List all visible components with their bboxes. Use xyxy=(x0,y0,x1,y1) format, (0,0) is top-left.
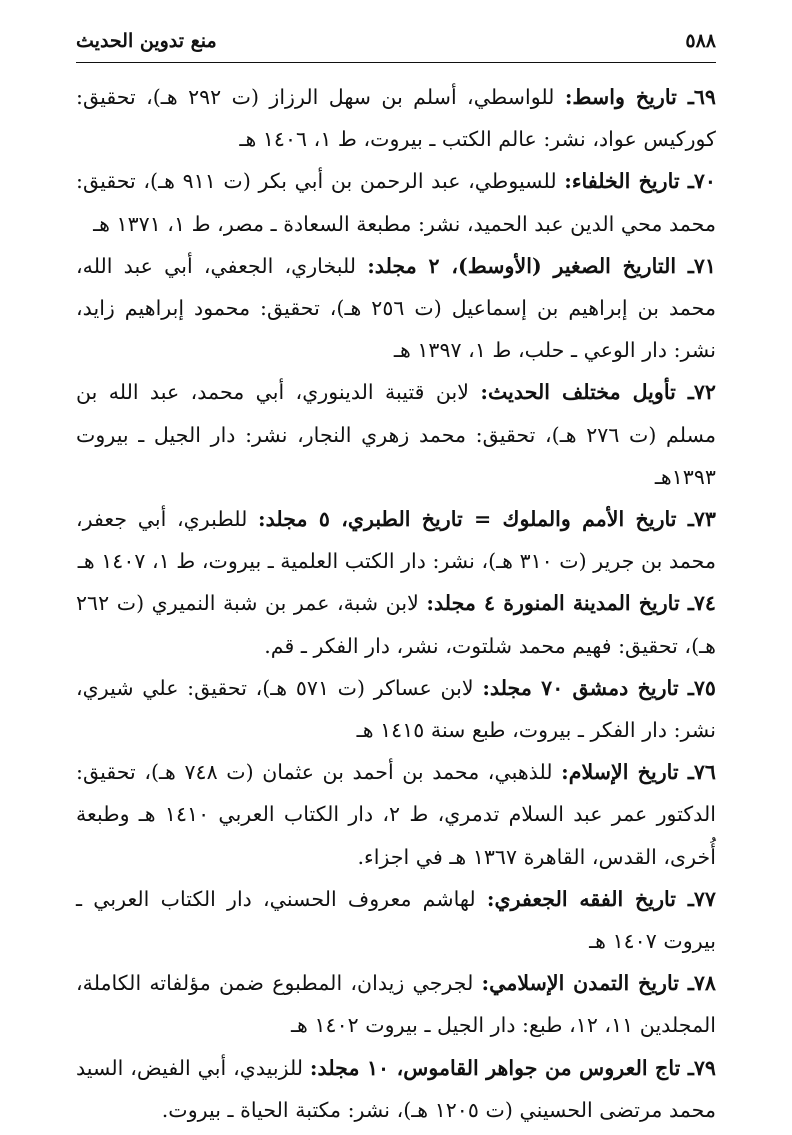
bibliography-list xyxy=(76,76,716,1131)
entry-details: لابن قتيبة الدينوري، أبي محمد، عبد الله بن مسلم (ت ٢٧٦ هـ)، تحقيق: محمد زهري النجار، نشر: دار الجيل ـ بيروت ١٣٩٣هـ xyxy=(76,380,716,489)
entry-title: ٧٨ـ تاريخ التمدن الإسلامي: xyxy=(481,971,716,996)
entry-title: ٧٤ـ تاريخ المدينة المنورة ٤ مجلد: xyxy=(426,591,716,616)
entry-title: ٧١ـ التاريخ الصغير (الأوسط)، ٢ مجلد: xyxy=(367,253,716,278)
bibliography-entry xyxy=(76,751,716,878)
entry-title: ٧٥ـ تاريخ دمشق ٧٠ مجلد: xyxy=(482,675,716,700)
entry-details: لهاشم معروف الحسني، دار الكتاب العربي ـ بيروت ١٤٠٧ هـ xyxy=(76,886,716,954)
entry-title: ٧٦ـ تاريخ الإسلام: xyxy=(561,760,716,785)
entry-details: لابن عساكر (ت ٥٧١ هـ)، تحقيق: علي شيري، نشر: دار الفكر ـ بيروت، طبع سنة ١٤١٥ هـ xyxy=(76,675,716,743)
entry-title: ٦٩ـ تاريخ واسط: xyxy=(564,85,716,109)
page-number: ٥٨٨ xyxy=(685,30,716,52)
running-title: منع تدوين الحديث xyxy=(76,30,217,52)
bibliography-entry xyxy=(76,245,716,372)
bibliography-entry xyxy=(76,962,716,1046)
entry-details: للذهبي، محمد بن أحمد بن عثمان (ت ٧٤٨ هـ)، تحقيق: الدكتور عمر عبد السلام تدمري، ط ٢، دار الكتاب العربي ١٤١٠ هـ وطبعة أُخرى، القدس، القاهرة ١٣٦٧ هـ في اجزاء. xyxy=(76,760,716,869)
bibliography-entry xyxy=(76,160,716,244)
bibliography-entry xyxy=(76,667,716,751)
entry-title: ٧٧ـ تاريخ الفقه الجعفري: xyxy=(486,886,716,911)
bibliography-entry xyxy=(76,878,716,962)
entry-details: للواسطي، أسلم بن سهل الرزاز (ت ٢٩٢ هـ)، تحقيق: كوركيس عواد، نشر: عالم الكتب ـ بيروت، ط ١، ١٤٠٦ هـ xyxy=(76,85,716,152)
entry-title: ٧٠ـ تاريخ الخلفاء: xyxy=(564,169,716,194)
entry-title: ٧٢ـ تأويل مختلف الحديث: xyxy=(480,380,716,405)
entry-details: للزبيدي، أبي الفيض، السيد محمد مرتضى الحسيني (ت ١٢٠٥ هـ)، نشر: مكتبة الحياة ـ بيروت. xyxy=(76,1055,716,1122)
entry-title: ٧٣ـ تاريخ الأمم والملوك = تاريخ الطبري، ٥ مجلد: xyxy=(258,507,716,532)
page-header xyxy=(76,26,716,63)
bibliography-entry xyxy=(76,498,716,582)
bibliography-entry xyxy=(76,1047,716,1131)
entry-details: للسيوطي، عبد الرحمن بن أبي بكر (ت ٩١١ هـ)، تحقيق: محمد محي الدين عبد الحميد، نشر: مطبعة السعادة ـ مصر، ط ١، ١٣٧١ هـ xyxy=(76,169,716,236)
entry-details: لابن شبة، عمر بن شبة النميري (ت ٢٦٢ هـ)، تحقيق: فهيم محمد شلتوت، نشر، دار الفكر ـ قم. xyxy=(76,591,716,658)
entry-title: ٧٩ـ تاج العروس من جواهر القاموس، ١٠ مجلد: xyxy=(309,1055,716,1080)
entry-details: للبخاري، الجعفي، أبي عبد الله، محمد بن إبراهيم بن إسماعيل (ت ٢٥٦ هـ)، تحقيق: محمود إبراهيم زايد، نشر: دار الوعي ـ حلب، ط ١، ١٣٩٧ هـ xyxy=(76,253,716,363)
bibliography-entry xyxy=(76,582,716,666)
entry-details: للطبري، أبي جعفر، محمد بن جرير (ت ٣١٠ هـ)، نشر: دار الكتب العلمية ـ بيروت، ط ١، ١٤٠٧ هـ xyxy=(76,507,716,574)
bibliography-entry xyxy=(76,371,716,498)
bibliography-entry xyxy=(76,76,716,160)
entry-details: لجرجي زيدان، المطبوع ضمن مؤلفاته الكاملة، المجلدين ١١، ١٢، طبع: دار الجيل ـ بيروت ١٤٠٢ هـ xyxy=(76,971,716,1038)
